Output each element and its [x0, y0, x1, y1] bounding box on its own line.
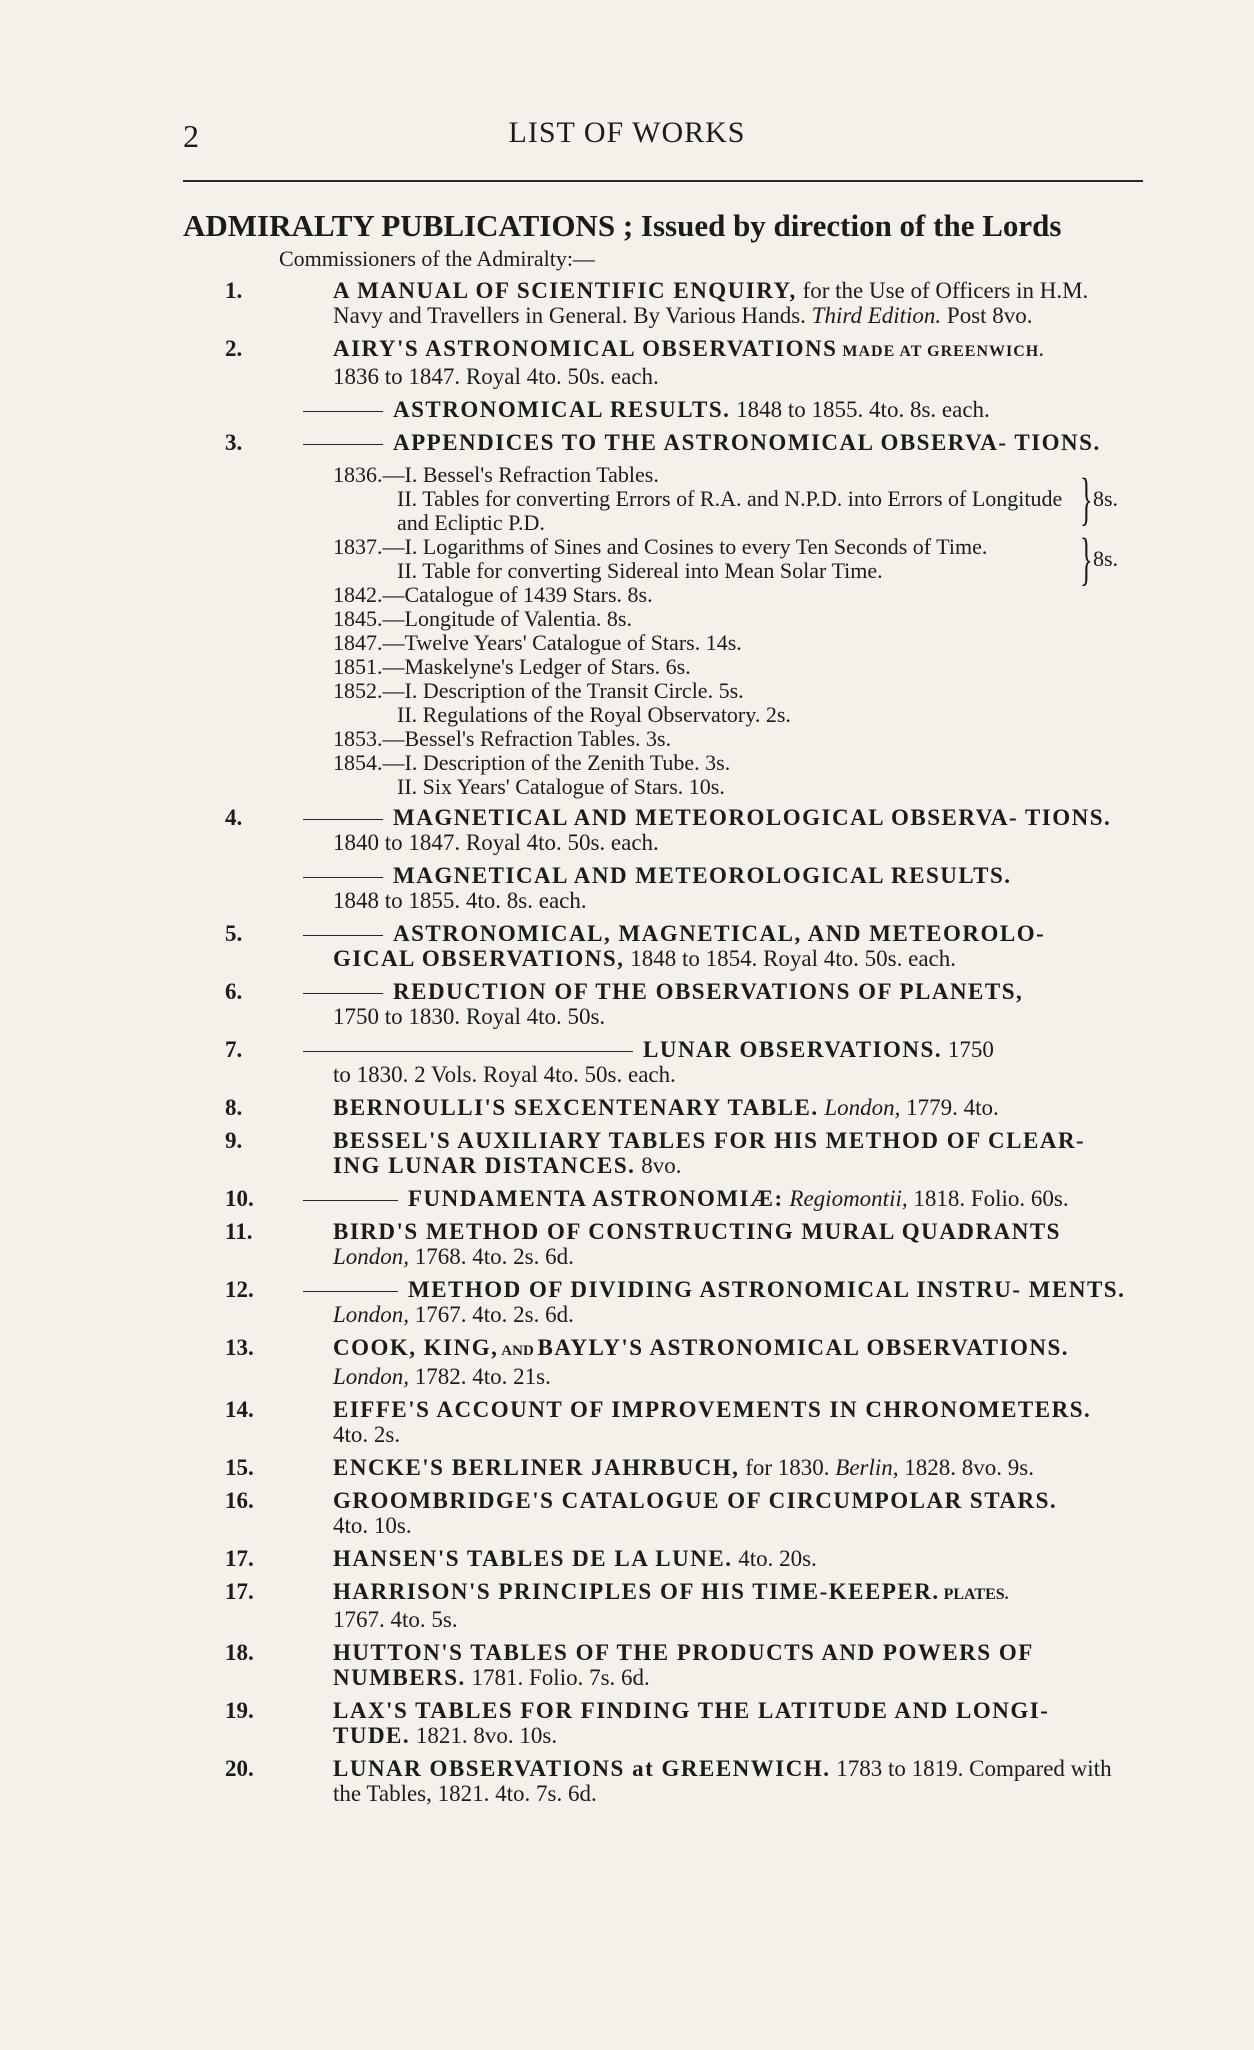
item-number: 14.	[225, 1397, 254, 1422]
item-detail: 1750 to 1830. Royal 4to. 50s.	[333, 1004, 606, 1029]
item-number: 17.	[225, 1579, 254, 1604]
list-item	[183, 1037, 1133, 1087]
list-item	[183, 278, 1133, 328]
list-item	[183, 1335, 1133, 1389]
item-title: MAGNETICAL AND METEOROLOGICAL OBSERVA- TIONS.	[393, 805, 1112, 830]
appendix-item: II. Table for converting Sidereal into Mean Solar Time.	[397, 558, 883, 583]
item-number: 19.	[225, 1698, 254, 1723]
header-rule	[183, 180, 1143, 182]
item-edition: Third Edition.	[811, 303, 942, 328]
item-place: London,	[333, 1302, 410, 1327]
ditto-dash	[303, 877, 383, 878]
item-number: 13.	[225, 1335, 254, 1360]
item-number: 17.	[225, 1546, 254, 1571]
item-title: HUTTON'S TABLES OF THE PRODUCTS AND POWERS OF NUMBERS.	[333, 1640, 1033, 1690]
brace-glyph: }	[1079, 526, 1093, 591]
list-item	[183, 1455, 1133, 1480]
item-smallcaps: PLATES.	[939, 1586, 1009, 1603]
item-detail: 1779. 4to.	[900, 1095, 999, 1120]
ditto-dash	[303, 411, 383, 412]
item-title: BERNOULLI'S SEXCENTENARY TABLE.	[333, 1095, 819, 1120]
appendix-item: 1847.—Twelve Years' Catalogue of Stars. 14s.	[333, 630, 742, 655]
section-subheading: Commissioners of the Admiralty:—	[279, 246, 595, 271]
item-title: HANSEN'S TABLES DE LA LUNE.	[333, 1546, 733, 1571]
item-title: ASTRONOMICAL RESULTS.	[393, 397, 731, 422]
item-detail: 1848 to 1854. Royal 4to. 50s. each.	[624, 946, 956, 971]
item-detail: to 1830. 2 Vols. Royal 4to. 50s. each.	[333, 1062, 676, 1087]
list-item	[183, 1095, 1133, 1120]
appendix-item: II. Regulations of the Royal Observatory. 2s.	[397, 702, 791, 727]
ditto-dash	[303, 819, 383, 820]
appendix-price: 8s.	[1093, 486, 1119, 511]
item-detail: 1848 to 1855. 4to. 8s. each.	[730, 397, 990, 422]
appendix-group-1837	[333, 526, 1133, 591]
item-detail: 1836 to 1847. Royal 4to. 50s. each.	[333, 364, 659, 389]
list-item	[183, 1546, 1133, 1571]
item-number: 2.	[225, 336, 243, 361]
appendix-price: 8s.	[1093, 546, 1119, 571]
running-head: LIST OF WORKS	[508, 116, 746, 149]
list-item	[183, 1128, 1133, 1178]
list-item	[183, 1756, 1133, 1806]
item-detail: 8vo.	[635, 1153, 682, 1178]
appendix-group-1836	[333, 463, 1133, 535]
item-detail: 4to. 2s.	[333, 1422, 401, 1447]
item-number: 3.	[225, 430, 243, 455]
item-detail: 1767. 4to. 5s.	[333, 1607, 458, 1632]
list-item	[183, 1397, 1133, 1447]
item-detail: 1821. 8vo. 10s.	[410, 1723, 558, 1748]
item-title: AIRY'S ASTRONOMICAL OBSERVATIONS	[333, 336, 838, 361]
appendix-item: II. Six Years' Catalogue of Stars. 10s.	[397, 774, 725, 799]
item-title: BESSEL'S AUXILIARY TABLES FOR HIS METHOD OF CLEAR- ING LUNAR DISTANCES.	[333, 1128, 1086, 1178]
item-title: LAX'S TABLES FOR FINDING THE LATITUDE AND LONGI- TUDE.	[333, 1698, 1050, 1748]
item-detail: 1840 to 1847. Royal 4to. 50s. each.	[333, 830, 659, 855]
item-number: 6.	[225, 979, 243, 1004]
item-number: 16.	[225, 1488, 254, 1513]
item-place: London,	[333, 1364, 410, 1389]
list-item	[183, 1640, 1133, 1690]
list-item	[183, 921, 1133, 971]
item-number: 12.	[225, 1277, 254, 1302]
list-item	[183, 1186, 1133, 1211]
item-title: BIRD'S METHOD OF CONSTRUCTING MURAL QUADRANTS	[333, 1219, 1061, 1244]
item-title: EIFFE'S ACCOUNT OF IMPROVEMENTS IN CHRONOMETERS.	[333, 1397, 1092, 1422]
item-detail: 1767. 4to. 2s. 6d.	[409, 1302, 574, 1327]
item-title: GROOMBRIDGE'S CATALOGUE OF CIRCUMPOLAR STARS.	[333, 1488, 1058, 1513]
ditto-dash	[303, 993, 383, 994]
ditto-dash	[303, 1291, 398, 1292]
item-place: London,	[333, 1244, 410, 1269]
item-title: BAYLY'S ASTRONOMICAL OBSERVATIONS.	[537, 1335, 1069, 1360]
appendix-item: 1842.—Catalogue of 1439 Stars. 8s.	[333, 582, 653, 607]
appendix-item: 1852.—I. Description of the Transit Circle. 5s.	[333, 678, 744, 703]
item-detail: 1781. Folio. 7s. 6d.	[465, 1665, 650, 1690]
item-detail: 1783 to 1819. Compared with the Tables, 1821. 4to. 7s. 6d.	[333, 1756, 1112, 1806]
item-smallcaps: MADE AT GREENWICH.	[837, 343, 1045, 360]
item-number: 9.	[225, 1128, 243, 1153]
item-number: 15.	[225, 1455, 254, 1480]
list-item	[183, 397, 1133, 422]
item-number: 7.	[225, 1037, 243, 1062]
list-item	[183, 805, 1133, 855]
item-year: 1750	[942, 1037, 994, 1062]
item-title: FUNDAMENTA ASTRONOMIÆ:	[408, 1186, 784, 1211]
appendix-item: II. Tables for converting Errors of R.A. and N.P.D. into Errors of Longitude and Ecliptic P.D.	[397, 486, 1063, 535]
item-title: HARRISON'S PRINCIPLES OF HIS TIME-KEEPER.	[333, 1579, 940, 1604]
item-number: 11.	[225, 1219, 253, 1244]
list-item	[183, 1277, 1133, 1327]
appendix-item: 1836.—I. Bessel's Refraction Tables.	[333, 462, 659, 487]
section-heading: ADMIRALTY PUBLICATIONS ; Issued by direction of the Lords	[183, 208, 1062, 243]
ditto-dash	[303, 444, 383, 445]
item-detail: 1818. Folio. 60s.	[907, 1186, 1069, 1211]
item-title: REDUCTION OF THE OBSERVATIONS OF PLANETS,	[393, 979, 1024, 1004]
item-place: Berlin,	[835, 1455, 899, 1480]
item-number: 5.	[225, 921, 243, 946]
item-title: ASTRONOMICAL, MAGNETICAL, AND METEOROLO- GICAL OBSERVATIONS,	[333, 921, 1046, 971]
item-detail: 1768. 4to. 2s. 6d.	[409, 1244, 574, 1269]
list-item	[183, 430, 1133, 455]
list-item	[183, 1579, 1133, 1632]
appendix-item: 1837.—I. Logarithms of Sines and Cosines to every Ten Seconds of Time.	[333, 534, 988, 559]
item-place: Regiomontii,	[783, 1186, 908, 1211]
item-number: 20.	[225, 1756, 254, 1781]
item-title: APPENDICES TO THE ASTRONOMICAL OBSERVA- TIONS.	[393, 430, 1101, 455]
item-title: MAGNETICAL AND METEOROLOGICAL RESULTS.	[393, 863, 1012, 888]
item-title: COOK, KING,	[333, 1335, 499, 1360]
brace-glyph: }	[1079, 466, 1093, 531]
page-number: 2	[183, 118, 199, 154]
list-item	[183, 1219, 1133, 1269]
item-title: LUNAR OBSERVATIONS.	[643, 1037, 943, 1062]
item-number: 10.	[225, 1186, 254, 1211]
item-title: LUNAR OBSERVATIONS at GREENWICH.	[333, 1756, 831, 1781]
item-place: London,	[818, 1095, 901, 1120]
item-detail: 1782. 4to. 21s.	[409, 1364, 551, 1389]
item-title: METHOD OF DIVIDING ASTRONOMICAL INSTRU- MENTS.	[408, 1277, 1126, 1302]
appendix-list	[183, 463, 1133, 799]
item-title: A MANUAL OF SCIENTIFIC ENQUIRY,	[333, 278, 797, 303]
item-detail: 4to. 20s.	[732, 1546, 817, 1571]
item-title: ENCKE'S BERLINER JAHRBUCH,	[333, 1455, 740, 1480]
list-item	[183, 1488, 1133, 1538]
ditto-dash	[303, 935, 383, 936]
appendix-item: 1853.—Bessel's Refraction Tables. 3s.	[333, 726, 672, 751]
item-format: Post 8vo.	[941, 303, 1033, 328]
ditto-dash	[303, 1200, 398, 1201]
item-detail: 1848 to 1855. 4to. 8s. each.	[333, 888, 587, 913]
item-conjunction: AND	[498, 1343, 538, 1359]
appendix-item: 1845.—Longitude of Valentia. 8s.	[333, 606, 632, 631]
list-item	[183, 979, 1133, 1029]
appendix-item: 1851.—Maskelyne's Ledger of Stars. 6s.	[333, 654, 691, 679]
appendix-item: 1854.—I. Description of the Zenith Tube. 3s.	[333, 750, 731, 775]
ditto-dash	[303, 1051, 633, 1052]
item-detail: 4to. 10s.	[333, 1513, 412, 1538]
item-number: 18.	[225, 1640, 254, 1665]
item-detail: for the Use of Officers in H.M. Navy and Travellers in General. By Various Hands.	[333, 278, 1089, 328]
list-item	[183, 336, 1133, 389]
item-detail: for 1830.	[739, 1455, 836, 1480]
list-item	[183, 863, 1133, 913]
item-number: 8.	[225, 1095, 243, 1120]
item-detail: 1828. 8vo. 9s.	[898, 1455, 1034, 1480]
item-number: 4.	[225, 805, 243, 830]
item-number: 1.	[225, 278, 243, 303]
list-item	[183, 1698, 1133, 1748]
page-content	[183, 208, 1133, 1814]
